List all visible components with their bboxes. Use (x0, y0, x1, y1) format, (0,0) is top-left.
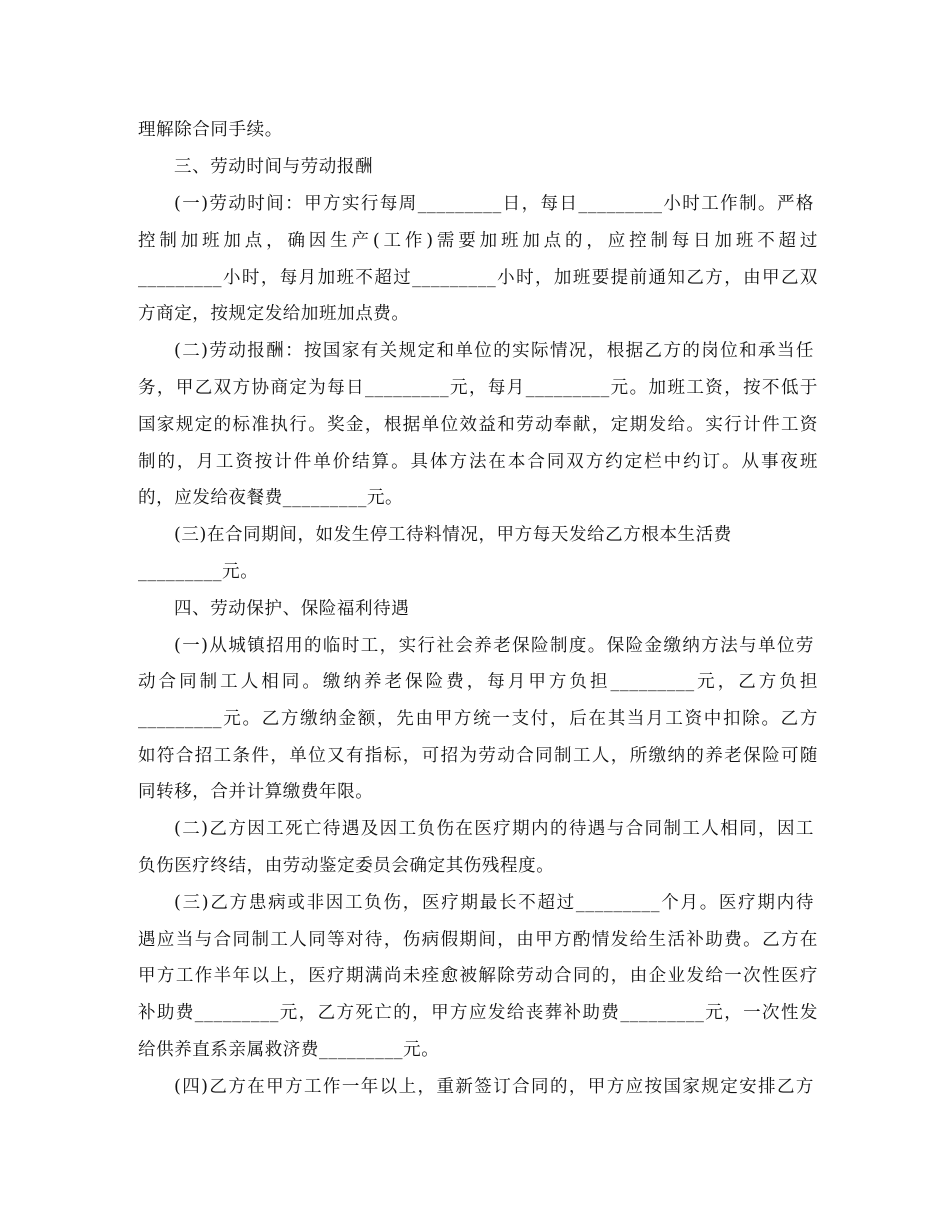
text-line: 国家规定的标准执行。奖金，根据单位效益和劳动奉献，定期发给。实行计件工资 (138, 415, 818, 435)
text-line: (四)乙方在甲方工作一年以上，重新签订合同的，甲方应按国家规定安排乙方 (174, 1077, 814, 1097)
section-heading: 三、劳动时间与劳动报酬 (174, 157, 374, 177)
text-line: (二)乙方因工死亡待遇及因工负伤在医疗期内的待遇与合同制工人相同，因工 (174, 819, 814, 839)
text-line: _________元。乙方缴纳金额，先由甲方统一支付，后在其当月工资中扣除。乙方 (138, 709, 818, 729)
section-heading: 四、劳动保护、保险福利待遇 (174, 599, 410, 619)
text-line: (二)劳动报酬：按国家有关规定和单位的实际情况，根据乙方的岗位和承当任 (174, 341, 814, 361)
text-line: (三)乙方患病或非因工负伤，医疗期最长不超过_________个月。医疗期内待 (174, 893, 814, 913)
text-line: 同转移，合并计算缴费年限。 (138, 782, 374, 802)
text-line: 制的，月工资按计件单价结算。具体方法在本合同双方约定栏中约订。从事夜班 (138, 452, 818, 472)
text-line: _________元。 (138, 562, 259, 582)
text-line: 的，应发给夜餐费_________元。 (138, 488, 404, 508)
text-line: 负伤医疗终结，由劳动鉴定委员会确定其伤残程度。 (138, 856, 555, 876)
text-line: 控制加班加点，确因生产(工作)需要加班加点的，应控制每日加班不超过 (138, 231, 818, 251)
text-line: 遇应当与合同制工人同等对待，伤病假期间，由甲方酌情发给生活补助费。乙方在 (138, 930, 818, 950)
text-line: (三)在合同期间，如发生停工待料情况，甲方每天发给乙方根本生活费 (174, 525, 732, 545)
text-line: 务，甲乙双方协商定为每日_________元，每月_________元。加班工资，按不低于 (138, 378, 818, 398)
text-line: 如符合招工条件，单位又有指标，可招为劳动合同制工人，所缴纳的养老保险可随 (138, 746, 818, 766)
text-line: (一)劳动时间：甲方实行每周_________日，每日_________小时工作制。严格 (174, 194, 814, 214)
text-line: 给供养直系亲属救济费_________元。 (138, 1040, 440, 1060)
text-line: 方商定，按规定发给加班加点费。 (138, 304, 410, 324)
text-line: (一)从城镇招用的临时工，实行社会养老保险制度。保险金缴纳方法与单位劳 (174, 636, 814, 656)
text-line: 补助费_________元，乙方死亡的，甲方应发给丧葬补助费_________元，一次性发 (138, 1003, 818, 1023)
text-line: 甲方工作半年以上，医疗期满尚未痊愈被解除劳动合同的，由企业发给一次性医疗 (138, 966, 818, 986)
text-line: _________小时，每月加班不超过_________小时，加班要提前通知乙方，由甲乙双 (138, 268, 818, 288)
text-line: 动合同制工人相同。缴纳养老保险费，每月甲方负担_________元，乙方负担 (138, 672, 818, 692)
text-line: 理解除合同手续。 (138, 120, 283, 140)
